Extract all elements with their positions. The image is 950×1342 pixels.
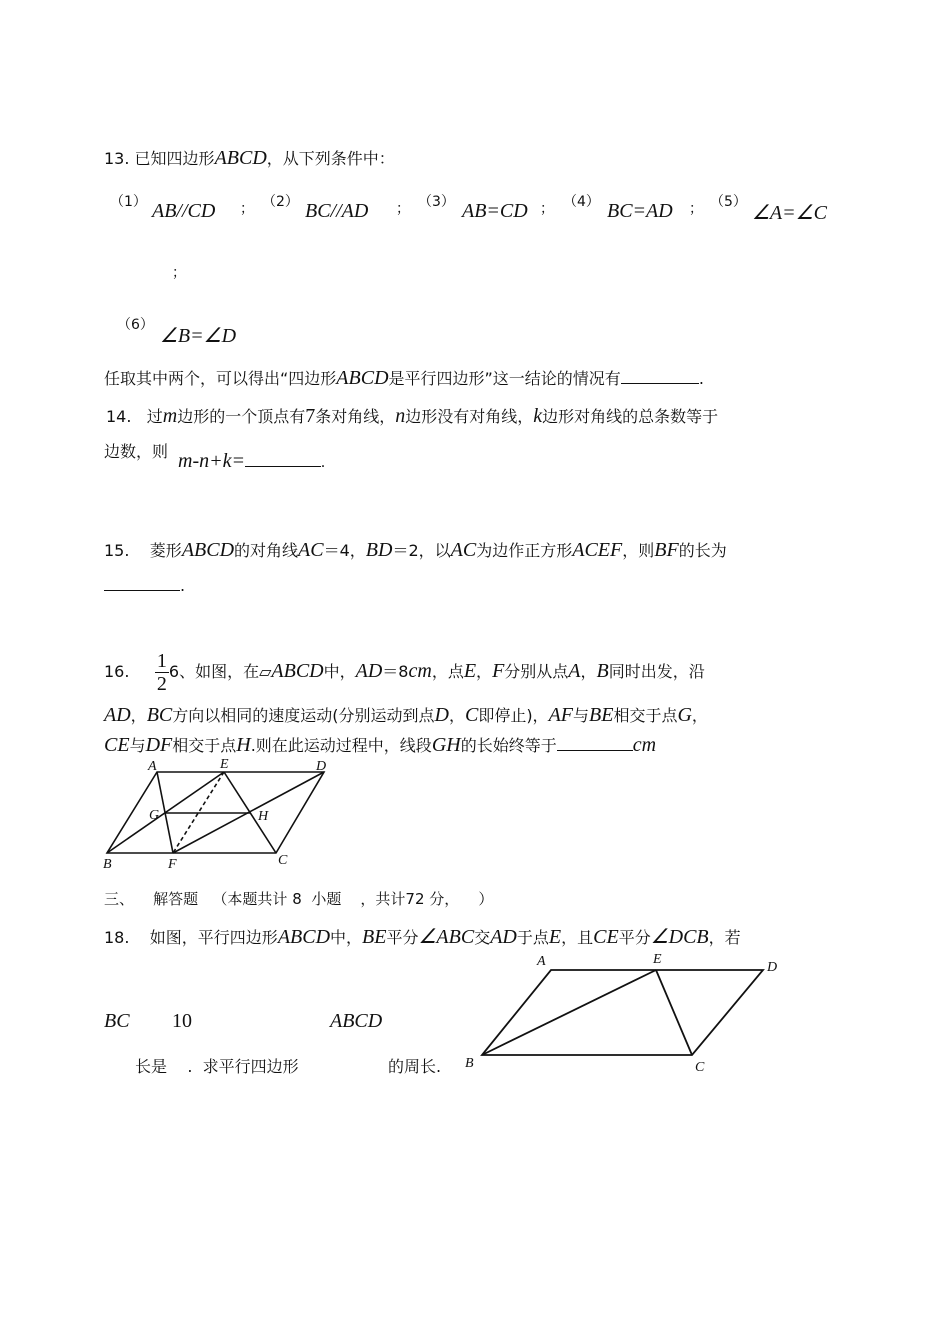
label-c: C xyxy=(278,853,288,868)
q18-line3a: 长是 . 求平行四边形 xyxy=(135,1057,299,1076)
parallelogram-symbol: ▱ xyxy=(259,662,272,681)
q13-cond1-expr: AB//CD xyxy=(152,200,216,222)
label-d: D xyxy=(316,759,327,774)
q16-figure xyxy=(100,756,340,872)
label-a: A xyxy=(537,954,546,969)
q18-bc: BC xyxy=(104,1010,130,1032)
answer-blank[interactable] xyxy=(104,574,180,591)
section-3-heading: 三、 解答题 （本题共计 8 小题 ，共计72 分， ） xyxy=(104,890,494,908)
q14-expr: m-n+k= . xyxy=(178,450,325,472)
q15-line2: . xyxy=(104,574,185,595)
q13-cond3-num: （3） xyxy=(418,194,455,210)
label-c: C xyxy=(695,1060,705,1075)
q13-sep: ； xyxy=(172,265,186,281)
parallelogram-abcd xyxy=(482,970,763,1055)
q16-line2: AD，BC方向以相同的速度运动(分别运动到点D，C即停止)，AF与BE相交于点G， xyxy=(104,704,708,726)
label-e: E xyxy=(220,757,229,772)
answer-blank[interactable] xyxy=(557,734,633,751)
segment-be xyxy=(482,970,656,1055)
label-b: B xyxy=(465,1056,474,1071)
q13-question: 任取其中两个，可以得出“四边形ABCD是平行四边形”这一结论的情况有 . xyxy=(104,367,704,389)
q16-line1: 16. $\frac{1}{2}$ 6、如图，在▱ABCD中，AD＝8cm，点E，F分别从点A，B同时出发，沿 xyxy=(104,650,705,695)
q13-cond5-num: （5） xyxy=(710,194,747,210)
answer-blank[interactable] xyxy=(621,367,699,384)
q13-cond5-expr: ∠A=∠C xyxy=(752,202,827,224)
q13-cond4-expr: BC=AD xyxy=(607,200,673,222)
q13-sep: ； xyxy=(689,201,703,217)
label-h: H xyxy=(258,809,269,824)
fraction-half: $\frac{1}{2}$ xyxy=(156,650,167,695)
label-f: F xyxy=(168,857,177,872)
q13-cond6-num: （6） xyxy=(117,317,154,333)
label-d: D xyxy=(767,960,778,975)
q18-abcd: ABCD xyxy=(330,1010,383,1032)
q18-line1: 18. 如图，平行四边形ABCD中，BE平分∠ABC交AD于点E，且CE平分∠DCB，若 xyxy=(104,926,741,948)
label-b: B xyxy=(103,857,112,872)
q14-line1: 14. 过m边形的一个顶点有7条对角线，n边形没有对角线，k边形对角线的总条数等于 xyxy=(106,405,719,427)
q13-cond4-num: （4） xyxy=(563,194,600,210)
q13-cond3-expr: AB=CD xyxy=(462,200,528,222)
q16-line3: CE与DF相交于点H.则在此运动过程中，线段GH的长始终等于 cm xyxy=(104,734,657,756)
q13-sep: ； xyxy=(240,201,254,217)
label-g: G xyxy=(149,808,160,823)
q13-sep: ； xyxy=(540,201,554,217)
q15-line1: 15. 菱形ABCD的对角线AC＝4，BD＝2，以AC为边作正方形ACEF，则BF的长为 xyxy=(104,539,727,561)
segment-ec xyxy=(656,970,692,1055)
q13-cond6-expr: ∠B=∠D xyxy=(160,325,237,347)
q18-ten: 10 xyxy=(172,1010,192,1032)
answer-blank[interactable] xyxy=(245,452,321,467)
q13-sep: ； xyxy=(396,201,410,217)
q13-cond2-num: （2） xyxy=(262,194,299,210)
label-e: E xyxy=(653,952,662,967)
q13-line1: 13. 已知四边形ABCD，从下列条件中： xyxy=(104,147,395,169)
q13-cond2-expr: BC//AD xyxy=(305,200,369,222)
q18-figure xyxy=(455,945,795,1075)
q14-line2: 边数，则 xyxy=(104,442,169,461)
q18-line3b: 的周长. xyxy=(388,1057,442,1076)
q13-cond1-num: （1） xyxy=(110,194,147,210)
label-a: A xyxy=(148,759,157,774)
